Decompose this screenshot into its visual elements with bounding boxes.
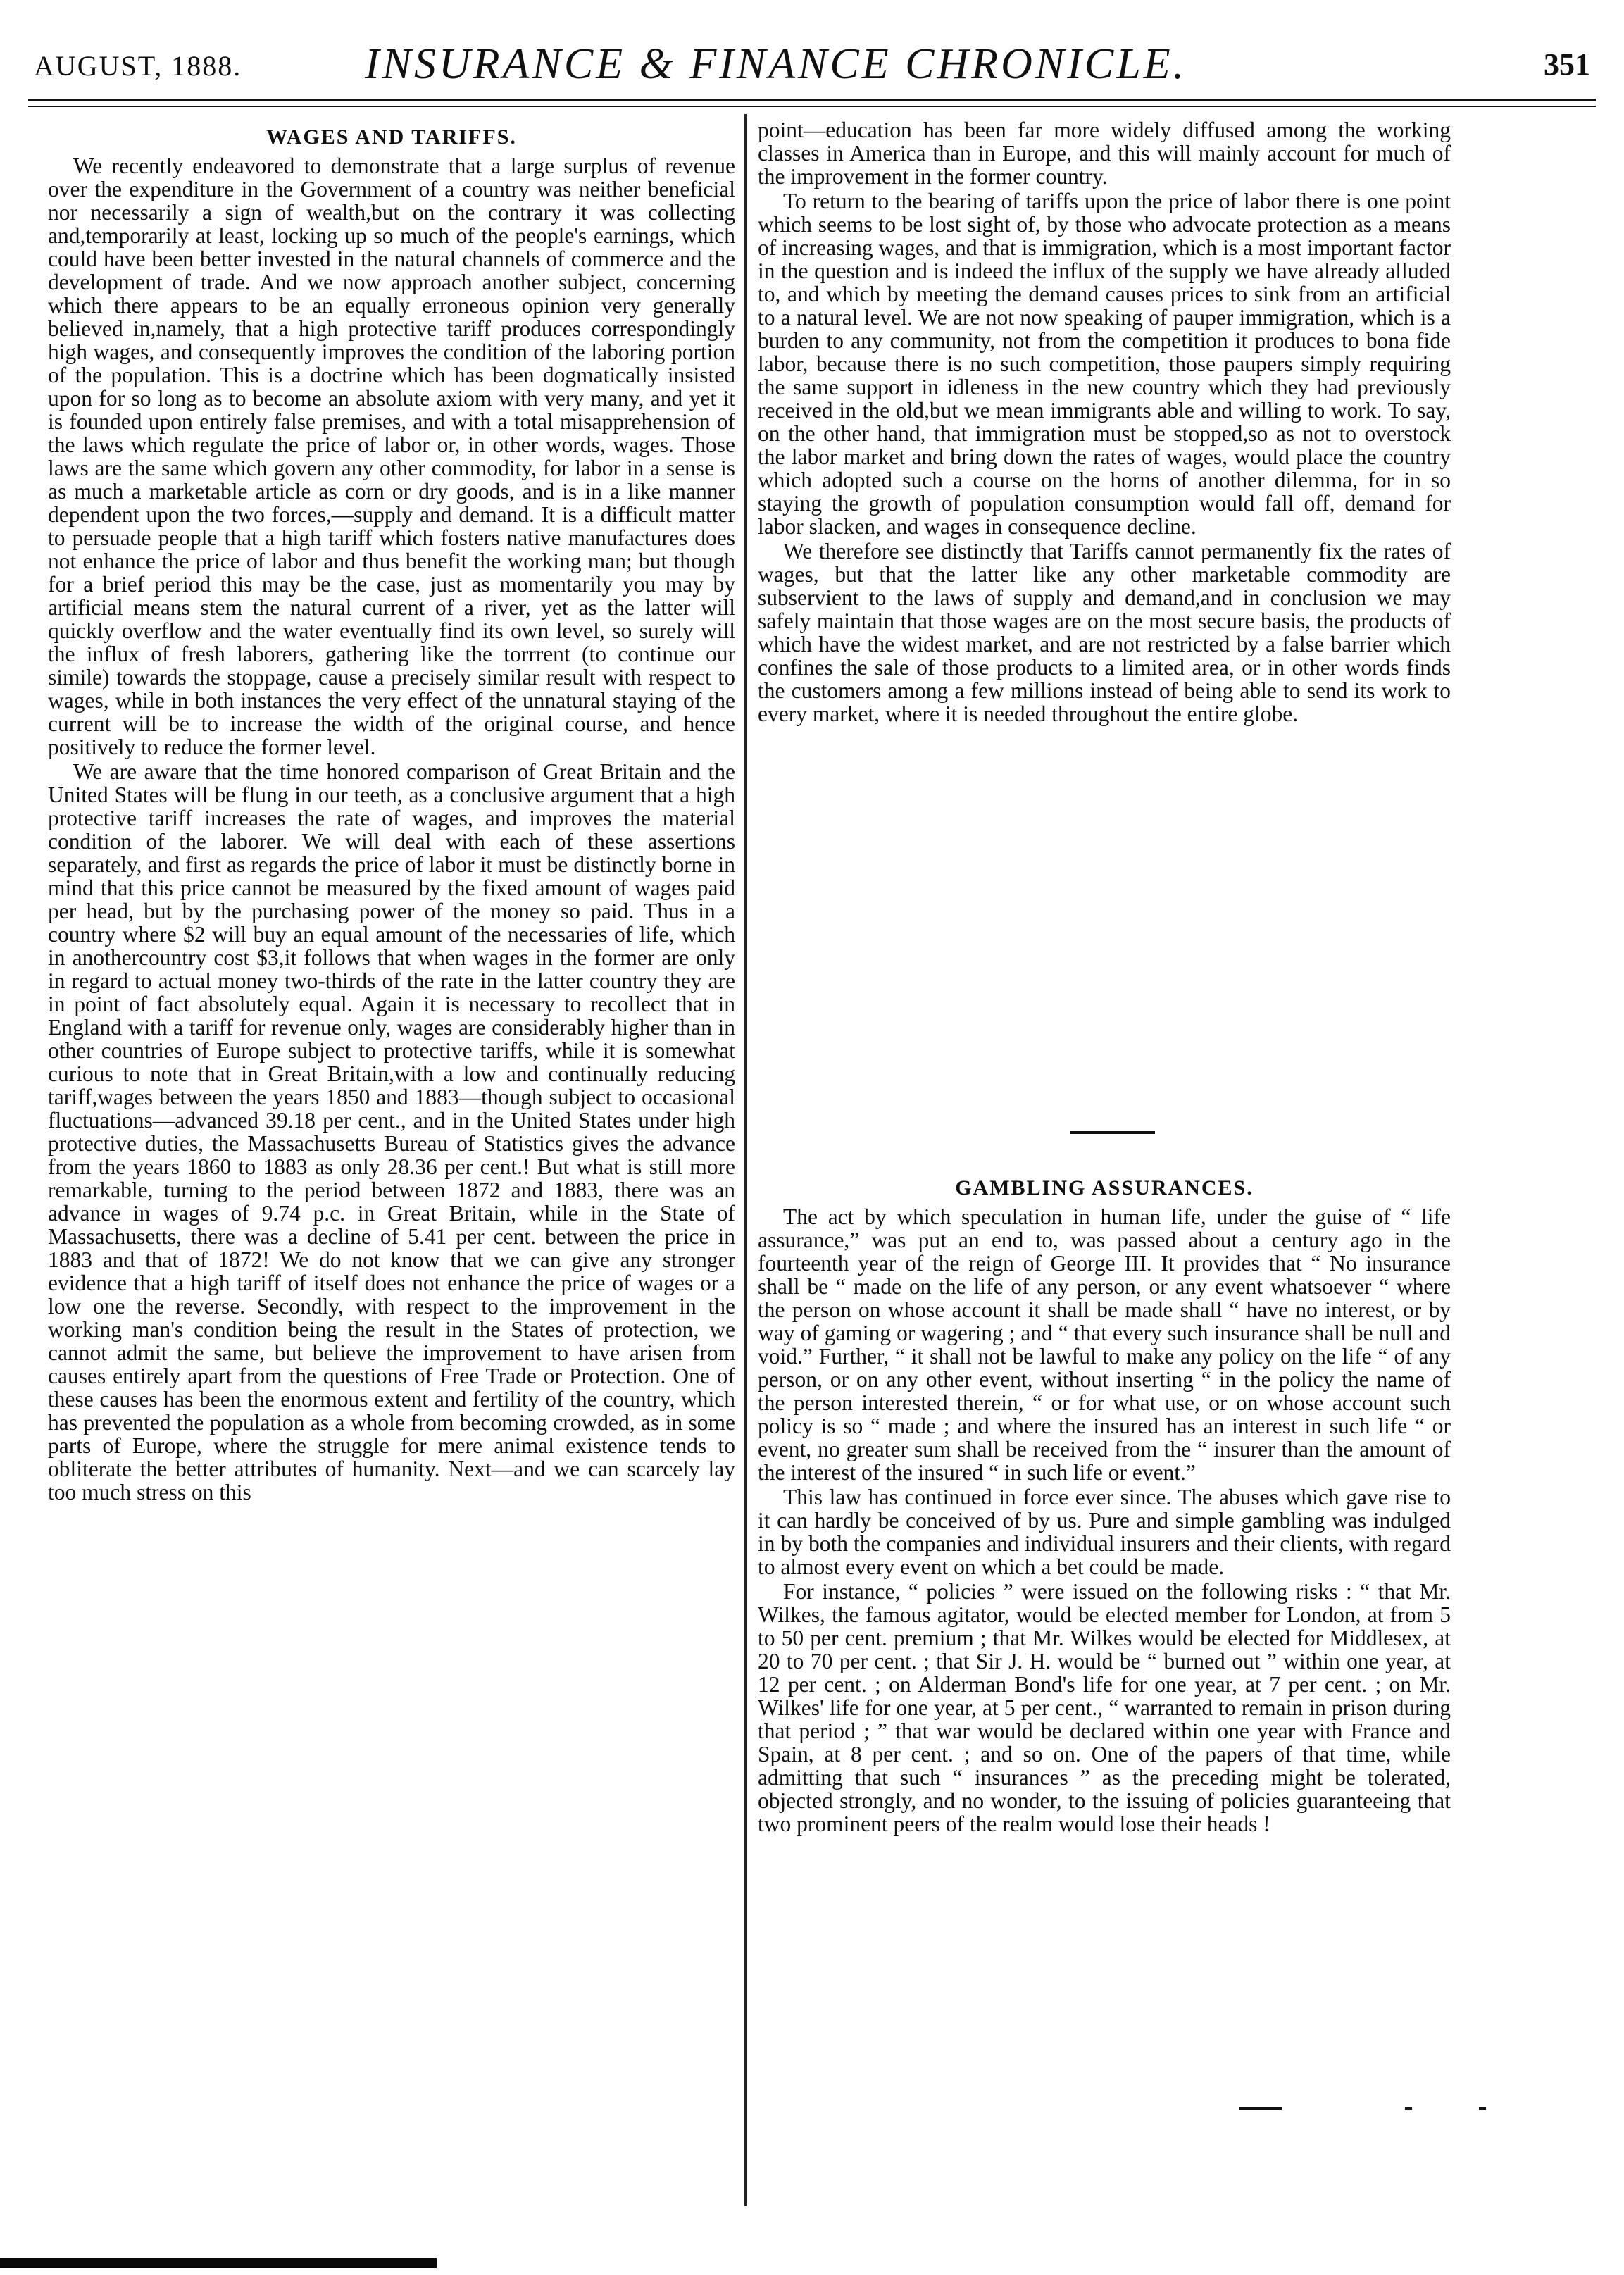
footer-dash [1239,2107,1282,2110]
gambling-paragraph-2: This law has continued in force ever since. The abuses which gave rise to it can hardly be conceived of by us. Pure and simple gambling was indulged in by both the companies and individual insurers and their clients, with regard to almost every event on which a bet could be made. [758,1485,1451,1579]
issue-date: AUGUST, 1888. [34,50,242,82]
header-rule-thin [28,106,1596,107]
right-column-top [758,118,1451,727]
wages-continuation-3: We therefore see distinctly that Tariffs cannot permanently fix the rates of wages, but that the latter like any other marketable commodity are subservient to the laws of supply and demand,and in conclusion we may safely maintain that those wages are on the most secure basis, the products of which have the widest market, and are not restricted by a false barrier which confines the sale of those products to a limited area, or in other words finds the customers among a few millions instead of being able to send its work to every market, where it is needed throughout the entire globe. [758,539,1451,726]
journal-title: INSURANCE & FINANCE CHRONICLE. [365,40,1187,88]
wages-paragraph-2: We are aware that the time honored comparison of Great Britain and the United States will be flung in our teeth, as a conclusive argument that a high protective tariff increases the rate of wages, and improves the material condition of the laborer. We will deal with each of these assertions separately, and first as regards the price of labor it must be distinctly borne in mind that this price cannot be measured by the fixed amount of wages paid per head, but by the purchasing power of the money so paid. Thus in a country where $2 will buy an equal amount of the necessaries of life, which in anothercountry cost $3,it follows that when wages in the former are only in regard to actual money two-thirds of the rate in the latter country they are in point of fact absolutely equal. Again it is necessary to recollect that in England with a tariff for revenue only, wages are considerably higher than in other countries of Europe subject to protective tariffs, while it is somewhat curious to note that in Great Britain,with a low and continually reducing tariff,wages between the years 1850 and 1883—though subject to occasional fluctuations—advanced 39.18 per cent., and in the United States under high protective duties, the Massachusetts Bureau of Statistics gives the advance from the years 1860 to 1883 as only 28.36 per cent.! But what is still more remarkable, turning to the period between 1872 and 1883, there was an advance in wages of 9.74 p.c. in Great Britain, while in the State of Massachusetts, there was a decline of 5.41 per cent. between the price in 1883 and that of 1872! We do not know that we can give any stronger evidence that a high tariff of itself does not enhance the price of wages or a low one the reverse. Secondly, with respect to the improvement in the working man's condition being the result in the States of protection, we cannot admit the same, but believe the improvement to have arisen from causes entirely apart from the questions of Free Trade or Protection. One of these causes has been the enormous extent and fertility of the country, which has prevented the population as a whole from becoming crowded, as in some parts of Europe, where the struggle for mere animal existence tends to obliterate the better attributes of humanity. Next—and we can scarcely lay too much stress on this [48,759,735,1504]
gambling-article-heading: GAMBLING ASSURANCES. [955,1176,1254,1199]
wages-article-heading: WAGES AND TARIFFS. [266,125,517,149]
page-number: 351 [1544,47,1590,82]
scan-edge-bar [0,2258,437,2268]
wages-continuation-1: point—education has been far more widely diffused among the working classes in America than in Europe, and this will mainly account for much of the improvement in the former country. [758,118,1451,189]
left-column [48,118,735,1505]
gambling-paragraph-3: For instance, “ policies ” were issued on the following risks : “ that Mr. Wilkes, the famous agitator, would be elected member for London, at from 5 to 50 per cent. premium ; that Mr. Wilkes would be elected for Middlesex, at 20 to 70 per cent. ; that Sir J. H. would be “ burned out ” within one year, at 12 per cent. ; on Alderman Bond's life for one year, at 7 per cent. ; on Mr. Wilkes' life for one year, at 5 per cent., “ warranted to remain in prison during that period ; ” that war would be declared within one year with France and Spain, at 8 per cent. ; and so on. One of the papers of that time, while admitting that such “ insurances ” as the preceding might be tolerated, objected strongly, and no wonder, to the issuing of policies guaranteeing that two prominent peers of the realm would lose their heads ! [758,1579,1451,1836]
wages-paragraph-1: We recently endeavored to demonstrate that a large surplus of revenue over the expenditure in the Government of a country was neither beneficial nor necessarily a sign of wealth,but on the contrary it was collecting and,temporarily at least, locking up so much of the people's earnings, which could have been better invested in the natural channels of commerce and the development of trade. And we now approach another subject, concerning which there appears to be an equally erroneous opinion very generally believed in,namely, that a high protective tariff produces correspondingly high wages, and consequently improves the condition of the laboring portion of the population. This is a doctrine which has been dogmatically insisted upon for so long as to become an absolute axiom with very many, and yet it is founded upon entirely false premises, and with a total misapprehension of the laws which regulate the price of labor or, in other words, wages. Those laws are the same which govern any other commodity, for labor in a sense is as much a marketable article as corn or dry goods, and is in a like manner dependent upon the two forces,—supply and demand. It is a difficult matter to persuade people that a high tariff which fosters native manufactures does not enhance the price of labor and thus benefit the working man; but though for a brief period this may be the case, just as momentarily you may by artificial means stem the natural current of a river, yet as the latter will quickly overflow and the water eventually find its own level, so surely will the influx of fresh laborers, gathering like the torrrent (to continue our simile) towards the stoppage, cause a precisely similar result with respect to wages, while in both instances the very effect of the unnatural staying of the current will be to increase the width of the original course, and hence positively to reduce the former level. [48,154,735,759]
gambling-paragraph-1: The act by which speculation in human life, under the guise of “ life assurance,” was put an end to, was passed about a century ago in the fourteenth year of the reign of George III. It provides that “ No insurance shall be “ made on the life of any person, or any event whatsoever “ where the person on whose account it shall be made shall “ have no interest, or by way of gaming or wagering ; and “ that every such insurance shall be null and void.” Further, “ it shall not be lawful to make any policy on the life “ of any person, or on any other event, without inserting “ in the policy the name of the person interested therein, “ or for what use, or on whose account such policy is so “ made ; and where the insured has an interest in such life “ or event, no greater sum shall be received from the “ insurer than the amount of the interest of the insured “ in such life or event.” [758,1204,1451,1485]
wages-continuation-2: To return to the bearing of tariffs upon the price of labor there is one point which seems to be lost sight of, by those who advocate protection as a means of increasing wages, and that is immigration, which is a most important factor in the question and is indeed the influx of the supply we have already alluded to, and which by meeting the demand causes prices to sink from an artificial to a natural level. We are not now speaking of pauper immigration, which is a burden to any community, not from the competition it produces to bona fide labor, because there is no such competition, those paupers simply requiring the same support in idleness in the new country which they had previously received in the old,but we mean immigrants able and willing to work. To say, on the other hand, that immigration must be stopped,so as not to overstock the labor market and bring down the rates of wages, would place the country which adopted such a course on the horns of another dilemma, for in so staying the growth of population consumption would fall off, demand for labor slacken, and wages in consequence decline. [758,189,1451,539]
footer-dash [1405,2107,1412,2110]
header-rule-thick [28,99,1596,101]
page-header [34,37,1590,89]
column-divider [744,114,747,2206]
right-column-bottom [758,1169,1451,1837]
footer-dash [1479,2107,1486,2110]
article-separator [1070,1131,1155,1134]
